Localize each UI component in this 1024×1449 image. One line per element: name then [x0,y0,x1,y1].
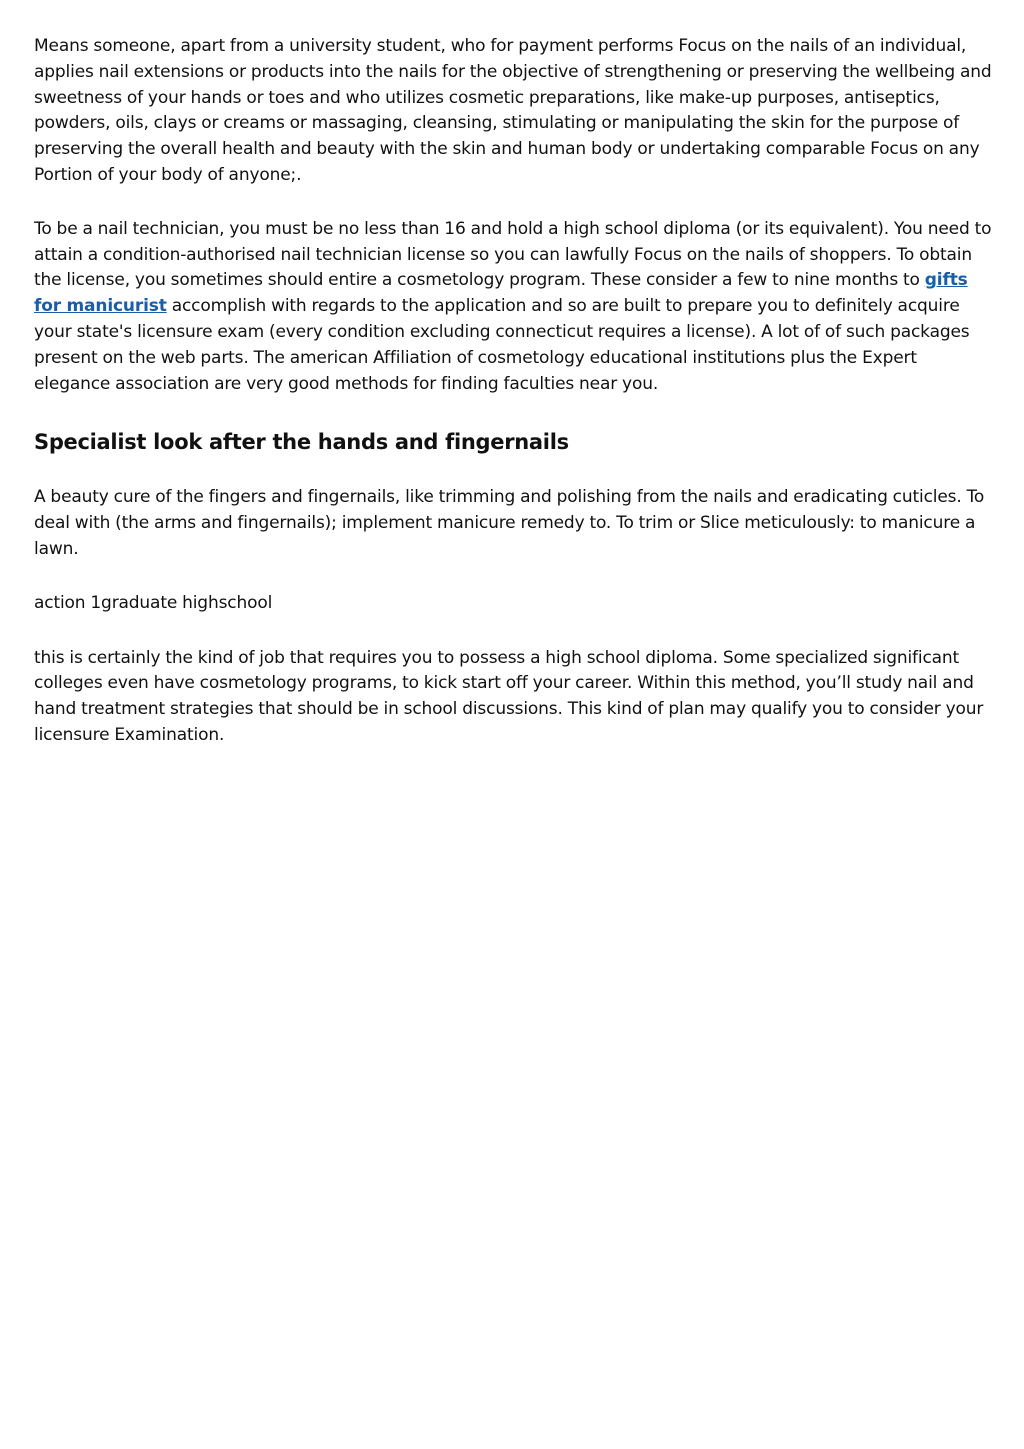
gifts-link[interactable]: gifts for manicurist [34,270,968,317]
paragraph-requirements-text-before: To be a nail technician, you must be no less than 16 and hold a high school diploma (or its equivalent). You need to attain a condition-authorised nail technician license so you can lawfully Focus on the nails of shoppers. To obtain the license, you sometimes should entire a cosmetology program. These consider a few to nine months to [34,218,992,291]
document-body [34,34,992,749]
paragraph-step-1: action 1graduate highschool [34,592,273,613]
paragraph-diploma: this is certainly the kind of job that requires you to possess a high school diploma. Some specialized significant colleges even have cosmetology programs, to kick start off your career. Within this method, you’ll study nail and hand treatment strategies that should be in school discussions. This kind of plan may qualify you to consider your licensure Examination. [34,647,984,745]
paragraph-manicure-definition: A beauty cure of the fingers and fingernails, like trimming and polishing from the nails and eradicating cuticles. To deal with (the arms and fingernails); implement manicure remedy to. To trim or Slice meticulously: to manicure a lawn. [34,487,985,559]
paragraph-definition: Means someone, apart from a university student, who for payment performs Focus on the nails of an individual, applies nail extensions or products into the nails for the objective of strengthening or preserving the wellbeing and sweetness of your hands or toes and who utilizes cosmetic preparations, like make-up purposes, antiseptics, powders, oils, clays or creams or massaging, cleansing, stimulating or manipulating the skin for the purpose of preserving the overall health and beauty with the skin and human body or undertaking comparable Focus on any Portion of your body of anyone;. [34,36,992,185]
paragraph-requirements-text-after: accomplish with regards to the application and so are built to prepare you to definitely acquire your state's licensure exam (every condition excluding connecticut requires a license). A lot of of such packages present on the web parts. The american Affiliation of cosmetology educational institutions plus the Expert elegance association are very good methods for finding faculties near you. [34,296,970,394]
paragraph-requirements [34,217,992,398]
section-heading: Specialist look after the hands and fingernails [34,430,569,455]
